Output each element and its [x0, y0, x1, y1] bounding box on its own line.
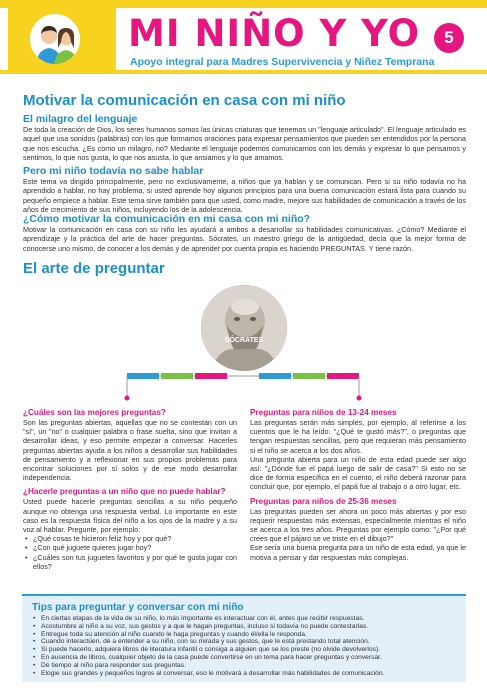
left-column	[23, 408, 237, 571]
right-column	[250, 408, 466, 562]
paragraph-13-24-meses: Las preguntas serán más simples, por ejemplo, al referirse a los cuentos que le ha leído: "¿Qué te gustó más?", o preguntas que tengan respuestas sencillas, pero que requieran más pensamiento si el niño se acerca a los dos años.	[250, 418, 466, 455]
tips-title: Tips para preguntar y conversar con mi niño	[32, 602, 244, 613]
subheading-no-sabe-hablar: Pero mi niño todavía no sabe hablar	[23, 165, 204, 177]
section-title-comunicacion: Motivar la comunicación en casa con mi niño	[23, 92, 346, 109]
portrait-label: SÓCRATES	[224, 337, 264, 344]
section-title-arte-preguntar: El arte de preguntar	[23, 260, 165, 277]
heading-25-36-meses: Preguntas para niños de 25-36 meses	[250, 496, 397, 506]
paragraph-nino-no-habla: Usted puede hacerle preguntas sencillas a su niño pequeño aunque no obtenga una respuesta verbal. Lo importante en este caso es la respuesta física del niño a los ojos de la madre y a su voz al hablar. Pregunte, por ejemplo:	[23, 497, 237, 535]
tip-item: • En ausencia de libros, cualquier objeto de la casa puede convertirse en un tema para hacer preguntas y conversar.	[32, 654, 460, 662]
header-bottom-bar	[0, 70, 487, 74]
page-number-badge: 5	[434, 23, 464, 53]
heading-mejores-preguntas: ¿Cuáles son las mejores preguntas?	[23, 408, 166, 417]
page-title: MI NIÑO Y YO	[128, 12, 421, 55]
example-question-list	[23, 534, 237, 571]
tip-item: • Cuando interactúen, dé a entender a su niño, con su mirada y sus gestos, que le está prestando total atención.	[32, 638, 460, 646]
paragraph-milagro: De toda la creación de Dios, los seres humanos somos las únicas criaturas que tenemos un "lenguaje articulado". El lenguaje articulado es aquel que usa sonidos (palabras) con los que formamos oraciones para expresar pensamientos que pueden ser entendidos por la persona que nos escucha. ¿Es como un milagro, no? Mediante el lenguaje podemos comunicarnos con los demás y expresar lo que pensamos y sentimos, lo que nos gusta, lo que nos asusta, lo que ansiamos y lo que amamos.	[23, 125, 466, 162]
subheading-como-motivar: ¿Cómo motivar la comunicación en mi casa con mi niño?	[23, 213, 311, 225]
page-header	[0, 0, 487, 74]
paragraph-no-sabe-hablar: Este tema va dirigido principalmente, pero no exclusivamente, a niños que ya hablan y se comunican. Pero si su niño todavía no ha aprendido a hablar, no hay problema, si usted aprende hoy algunos principios para una buena comunicación estará lista para cuando su pequeño empiece a hablar. Este tema sirve también para que usted, como madre, mejore sus habilidades de comunicación a través de los años de crecimiento de sus niños, incluyendo los de la adolescencia.	[23, 177, 466, 214]
tip-item: • Si puede hacerlo, adquiera libros de literatura infantil o consiga a alguien que se los preste (no olvide devolverlos).	[32, 646, 460, 654]
page-subtitle: Apoyo integral para Madres Supervivencia y Niñez Temprana	[130, 56, 435, 68]
two-children-icon	[28, 12, 82, 66]
tips-box	[22, 594, 466, 682]
tip-item: • Entregue toda su atención al niño cuando le haga preguntas y cuando él/ella le responda.	[32, 631, 460, 639]
tip-item: • En ciertas etapas de la vida de su niño, lo más importante es interactuar con él, antes que recibir respuestas.	[32, 615, 460, 623]
timeline-graphic	[123, 371, 363, 401]
header-top-bar	[0, 0, 487, 8]
socrates-portrait	[201, 285, 287, 371]
list-item: • ¿Cuáles son tus juguetes favoritos y por qué te gusta jugar con ellos?	[23, 553, 237, 571]
heading-nino-no-habla: ¿Hacerle preguntas a un niño que no puede hablar?	[23, 487, 226, 497]
paragraph-25-36-meses-ejemplo: Ese sería una buena pregunta para un niño de esta edad, ya que le motiva a pensar y dar respuestas más complejas.	[250, 543, 466, 562]
heading-13-24-meses: Preguntas para niños de 13-24 meses	[250, 408, 397, 417]
subheading-milagro: El milagro del lenguaje	[23, 113, 138, 125]
list-item: • ¿Con qué juguete quieres jugar hoy?	[23, 543, 237, 552]
paragraph-como-motivar: Motivar la comunicación en casa con su niño les ayudará a ambos a desarrollar su habilidades comunicativas. ¿Cómo? Mediante el aprendizaje y la práctica del arte de hacer preguntas. Sócrates, un maestro griego de la antigüedad, decía que la mejor forma de conocerse uno mismo, de conocer a los demás y de aprender por cuenta propia es haciendo PREGUNTAS. Y tiene razón.	[23, 225, 466, 253]
paragraph-13-24-meses-ejemplo: Una pregunta abierta para un niño de esta edad puede ser algo así: "¿Dónde fue el papá luego de salir de casa?" Si esto no se dice de forma específica en el cuento, el niño deberá razonar para concluir que, por ejemplo, el papá fue al trabajo o a otro lugar, etc.	[250, 454, 466, 492]
tip-item: • Dé tiempo al niño para responder sus preguntas.	[32, 662, 460, 670]
tip-item: • Acostumbre al niño a su voz, sus gestos y a que le hagan preguntas, incluso si todavía no puede contestarlas.	[32, 623, 460, 631]
list-item: • ¿Qué cosas te hicieron feliz hoy y por qué?	[23, 534, 237, 543]
paragraph-mejores-preguntas: Son las preguntas abiertas, aquellas que no se contestan con un "sí", un "no" o cualquier palabra o frase suelta, sino que invitan a desarrollar ideas, y eso permite empezar a conversar. Hacerles preguntas abiertas ayuda a los niños a desarrollar sus habilidades de pensamiento y a reflexionar en sus propios problemas para encontrar soluciones por sí solos y de ese modo desarrollar independencia.	[23, 418, 237, 483]
tip-item: • Elogie sus grandes y pequeños logros al conversar, eso le motivará a desarrollar más habilidades de comunicación.	[32, 670, 460, 678]
paragraph-25-36-meses: Las preguntas pueden ser ahora un poco más abiertas y por eso requerir respuestas más extensas, especialmente mientras el niño se acerca a los tres años. Preguntas por ejemplo como: "¿Por qué crees que el pájaro se ve triste en el dibujo?"	[250, 506, 466, 544]
tips-list	[32, 615, 460, 677]
